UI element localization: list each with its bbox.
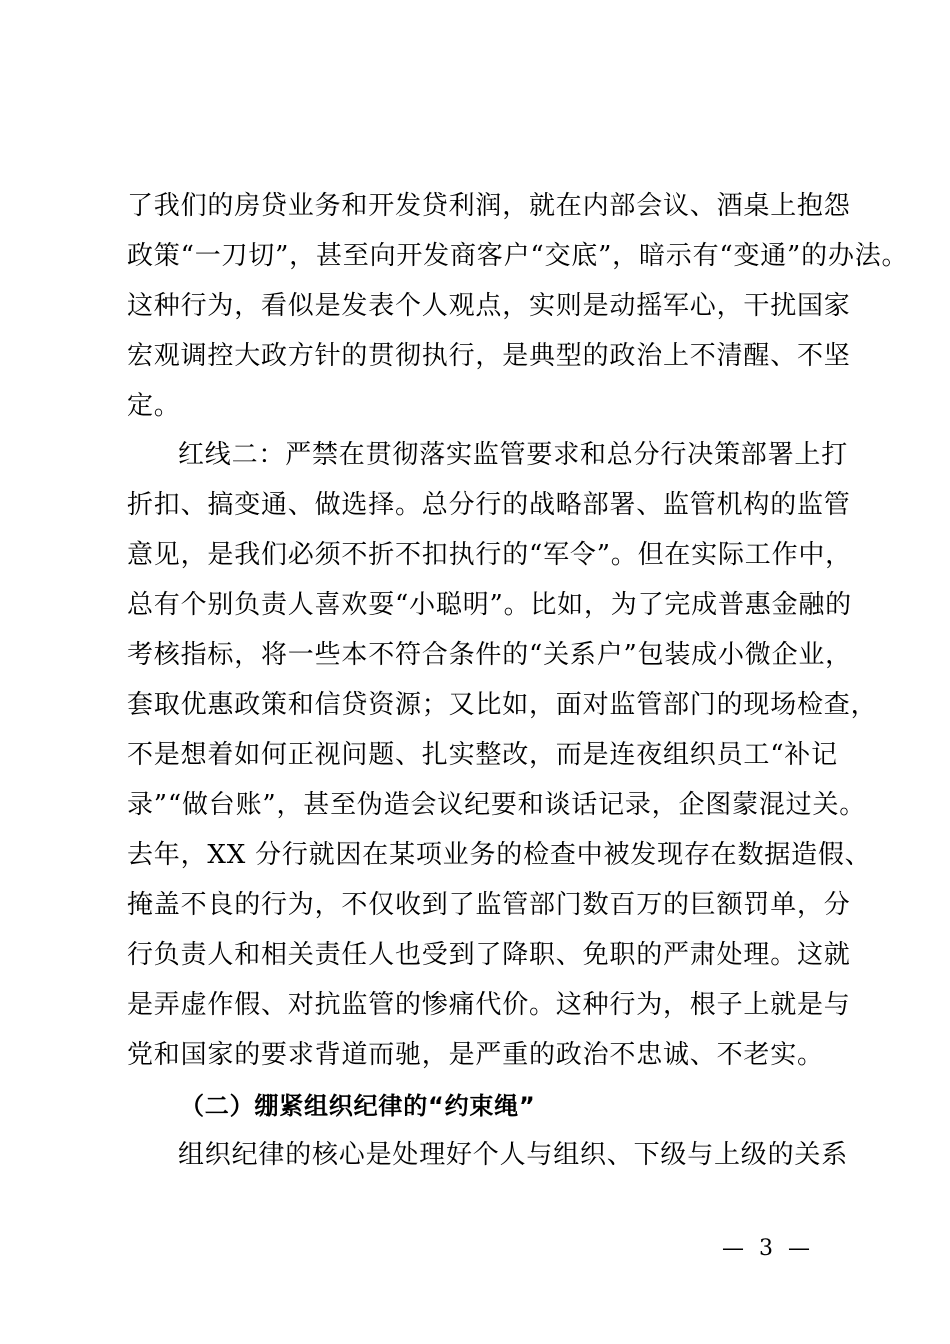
paragraph-1-line-2: 政策“一刀切”，甚至向开发商客户“交底”，暗示有“变通”的办法。 [127,241,909,271]
paragraph-2-line-3: 意见，是我们必须不折不扣执行的“军令”。但在实际工作中， [127,540,852,570]
paragraph-2-line-1: 红线二：严禁在贯彻落实监管要求和总分行决策部署上打 [178,440,849,470]
paragraph-2-line-10: 掩盖不良的行为，不仅收到了监管部门数百万的巨额罚单，分 [127,890,851,920]
paragraph-2-line-6: 套取优惠政策和信贷资源；又比如，面对监管部门的现场检查， [127,690,878,720]
paragraph-2-line-7: 不是想着如何正视问题、扎实整改，而是连夜组织员工“补记 [127,740,838,770]
paragraph-2-line-12: 是弄虚作假、对抗监管的惨痛代价。这种行为，根子上就是与 [127,990,851,1020]
paragraph-1-line-3: 这种行为，看似是发表个人观点，实则是动摇军心，干扰国家 [127,291,851,321]
paragraph-1-line-5: 定。 [127,391,181,421]
paragraph-2-line-13: 党和国家的要求背道而驰，是严重的政治不忠诚、不老实。 [127,1040,824,1070]
paragraph-1-line-1: 了我们的房贷业务和开发贷利润，就在内部会议、酒桌上抱怨 [127,191,851,221]
paragraph-2-line-2: 折扣、搞变通、做选择。总分行的战略部署、监管机构的监管 [127,490,851,520]
paragraph-2-line-4: 总有个别负责人喜欢耍“小聪明”。比如，为了完成普惠金融的 [127,590,852,620]
section-heading: （二）绷紧组织纪律的“约束绳” [180,1092,536,1120]
page-number: — 3 — [722,1236,814,1261]
paragraph-2-line-8: 录”“做台账”，甚至伪造会议纪要和谈话记录，企图蒙混过关。 [127,790,867,820]
paragraph-1-line-4: 宏观调控大政方针的贯彻执行，是典型的政治上不清醒、不坚 [127,341,851,371]
paragraph-2-line-11: 行负责人和相关责任人也受到了降职、免职的严肃处理。这就 [127,940,851,970]
paragraph-2-line-9: 去年，XX 分行就因在某项业务的检查中被发现存在数据造假、 [127,840,872,870]
paragraph-3-line-1: 组织纪律的核心是处理好个人与组织、下级与上级的关系 [178,1140,849,1170]
paragraph-2-line-5: 考核指标，将一些本不符合条件的“关系户”包装成小微企业， [127,640,852,670]
